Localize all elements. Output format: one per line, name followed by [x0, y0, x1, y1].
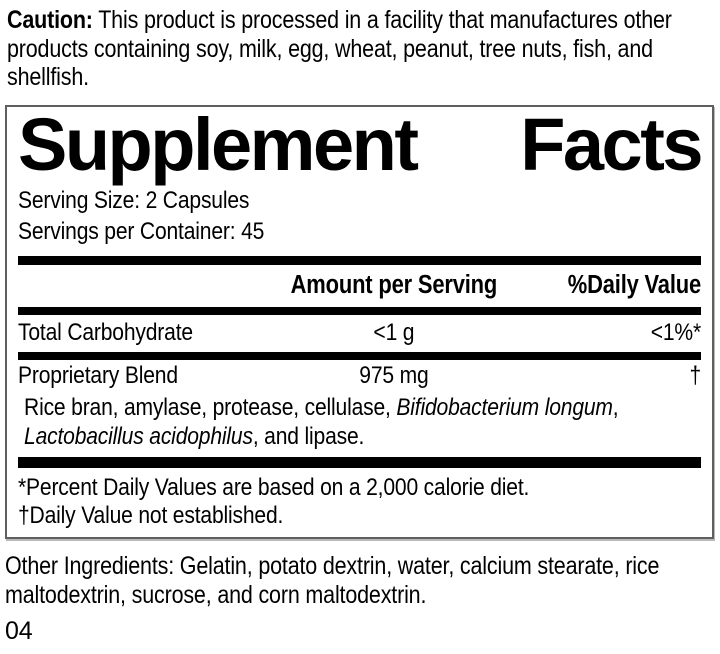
footnote-daily-value-not-established: †Daily Value not established. [18, 501, 284, 529]
divider-bar-carbohydrate [18, 352, 701, 360]
table-row-proprietary-blend [18, 360, 701, 393]
panel-title-word2: Facts [520, 102, 701, 186]
blend-description-line2 [18, 422, 707, 451]
nutrient-name: Proprietary Blend [18, 362, 178, 389]
nutrient-amount: <1 g [373, 319, 415, 346]
caution-text: This product is processed in a facility that manufactures other products containing soy, milk, egg, wheat, peanut, tree nuts, fish, and shellfish. [7, 6, 672, 91]
table-row-total-carbohydrate [18, 315, 701, 352]
nutrient-name: Total Carbohydrate [18, 319, 193, 346]
divider-bar-bottom [18, 457, 701, 468]
panel-title [18, 102, 701, 186]
blend-species-lactobacillus: Lactobacillus acidophilus [24, 422, 253, 450]
page-code: 04 [5, 616, 33, 645]
footnote-percent-daily-value: *Percent Daily Values are based on a 2,000 calorie diet. [18, 473, 530, 501]
nutrient-daily-value: <1%* [650, 319, 702, 346]
nutrient-amount: 975 mg [359, 362, 429, 389]
divider-bar-top [18, 256, 701, 265]
other-ingredients: Other Ingredients: Gelatin, potato dextrin, water, calcium stearate, rice maltodextrin, sucrose, and corn maltodextrin. [5, 551, 660, 609]
serving-size: Serving Size: 2 Capsules [18, 186, 250, 214]
supplement-facts-panel [5, 102, 714, 539]
caution-paragraph [7, 6, 716, 92]
nutrient-daily-value: † [689, 362, 702, 389]
blend-species-bifidobacterium: Bifidobacterium longum [396, 393, 613, 421]
servings-per-container: Servings per Container: 45 [18, 217, 265, 245]
blend-description-line1 [18, 393, 707, 422]
table-header-row [18, 265, 701, 307]
column-header-daily-value: %Daily Value [567, 271, 702, 299]
column-header-amount: Amount per Serving [290, 271, 498, 299]
blend-description-end: , and lipase. [252, 422, 365, 450]
caution-label: Caution: [7, 6, 93, 34]
panel-title-word1: Supplement [18, 102, 417, 186]
blend-description-comma: , [612, 393, 619, 421]
blend-description-text: Rice bran, amylase, protease, cellulase, [24, 393, 397, 421]
divider-bar-header [18, 307, 701, 315]
